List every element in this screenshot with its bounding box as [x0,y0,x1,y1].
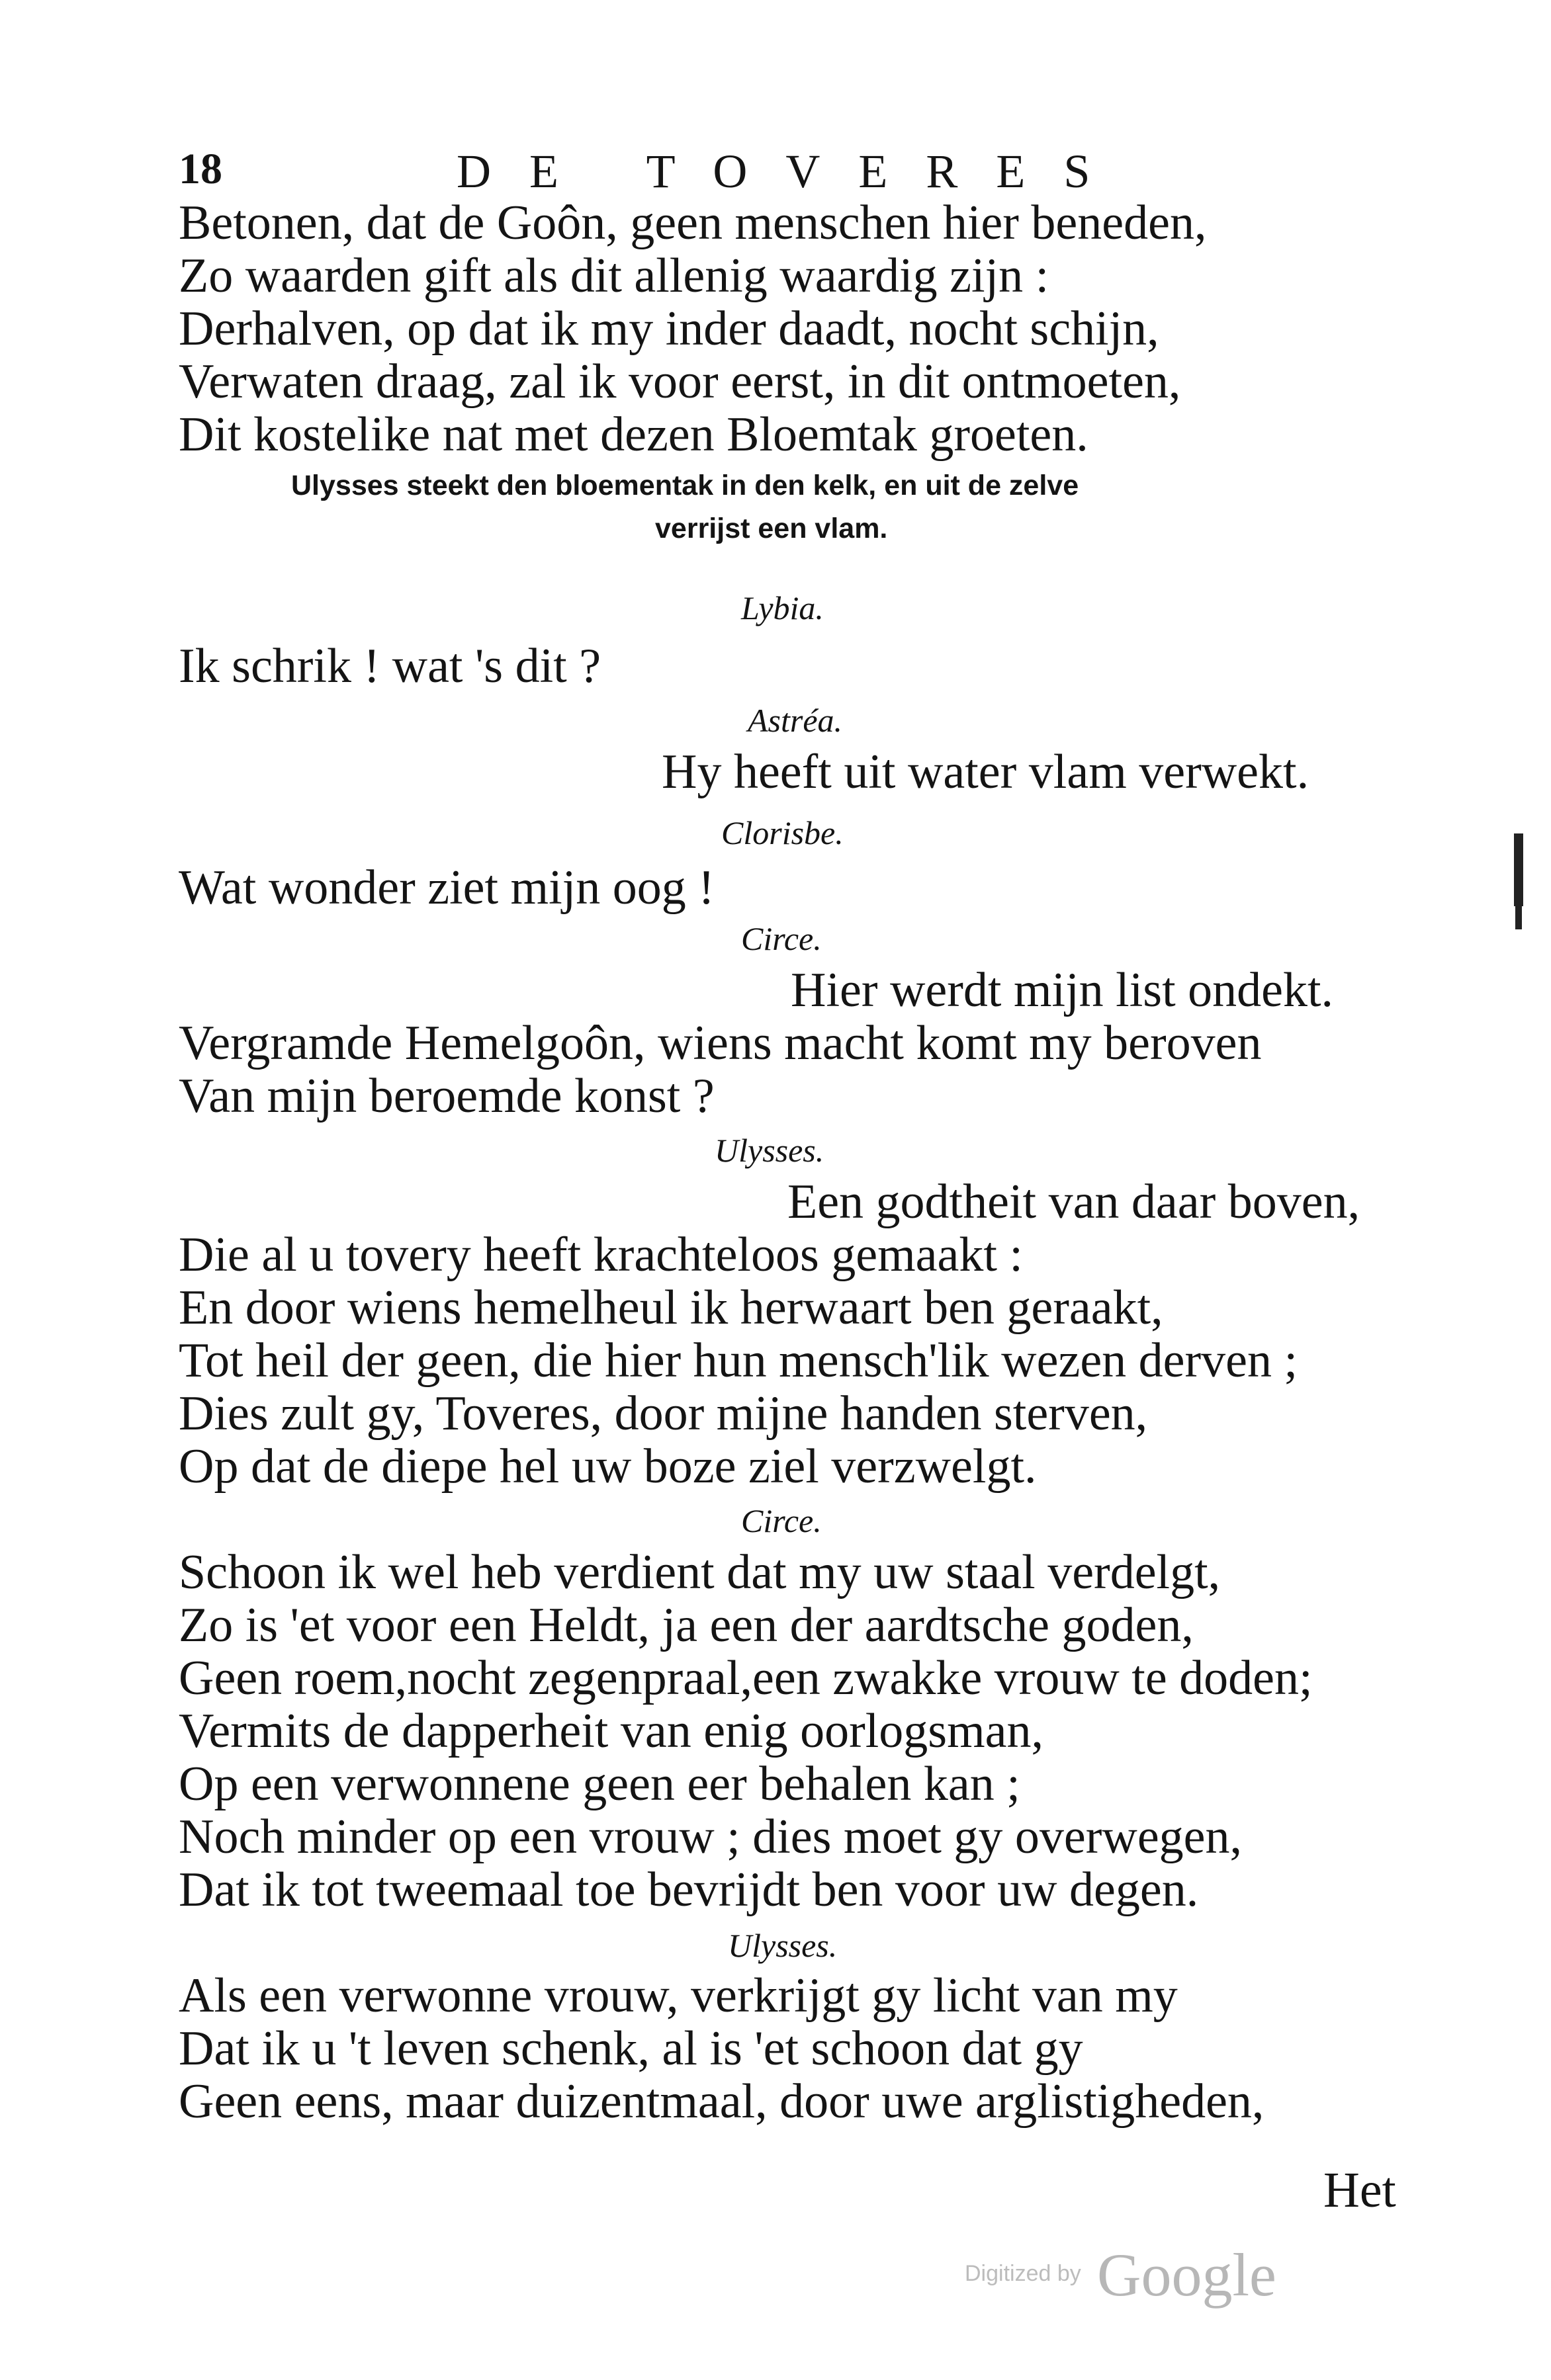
stage-direction: Ulysses steekt den bloementak in den kelk, en uit de zelve [291,470,1079,501]
verse-line: Die al u tovery heeft krachteloos gemaakt : [179,1228,1023,1282]
verse-line: Noch minder op een vrouw ; dies moet gy overwegen, [179,1810,1243,1864]
verse-line: Vergramde Hemelgoôn, wiens macht komt my beroven [179,1016,1262,1070]
verse-line: Zo waarden gift als dit allenig waardig zijn : [179,249,1049,303]
verse-line: Wat wonder ziet mijn oog ! [179,861,715,915]
watermark-prefix: Digitized by [965,2261,1081,2286]
verse-line: Een godtheit van daar boven, [787,1175,1360,1229]
verse-line: Tot heil der geen, die hier hun mensch'lik wezen derven ; [179,1334,1298,1388]
verse-line: Verwaten draag, zal ik voor eerst, in dit ontmoeten, [179,355,1181,409]
verse-line: Geen eens, maar duizentmaal, door uwe arglistigheden, [179,2074,1264,2129]
verse-line: Op dat de diepe hel uw boze ziel verzwelgt. [179,1439,1037,1494]
speaker-name: Lybia. [741,589,824,626]
verse-line: Zo is 'et voor een Heldt, ja een der aardtsche goden, [179,1598,1194,1652]
verse-line: Hier werdt mijn list ondekt. [791,963,1334,1017]
stage-direction: verrijst een vlam. [655,513,888,544]
verse-line: Geen roem,nocht zegenpraal,een zwakke vrouw te doden; [179,1651,1313,1705]
catchword: Het [1323,2162,1396,2218]
running-header [179,144,1158,204]
verse-line: Derhalven, op dat ik my inder daadt, nocht schijn, [179,302,1159,356]
verse-line: Vermits de dapperheit van enig oorlogsman, [179,1704,1043,1758]
verse-line: Van mijn beroemde konst ? [179,1069,715,1123]
verse-line: En door wiens hemelheul ik herwaart ben geraakt, [179,1281,1163,1335]
speaker-name: Clorisbe. [721,814,844,851]
verse-line: Ik schrik ! wat 's dit ? [179,639,601,693]
speaker-name: Circe. [741,1502,822,1539]
verse-line: Hy heeft uit water vlam verwekt. [662,745,1309,799]
verse-line: Betonen, dat de Goôn, geen menschen hier beneden, [179,196,1207,250]
verse-line: Dit kostelike nat met dezen Bloemtak groeten. [179,407,1088,462]
verse-line: Schoon ik wel heb verdient dat my uw staal verdelgt, [179,1545,1221,1599]
verse-line: Als een verwonne vrouw, verkrijgt gy licht van my [179,1969,1178,2023]
speaker-name: Ulysses. [728,1927,838,1964]
verse-line: Dat ik tot tweemaal toe bevrijdt ben voor uw degen. [179,1863,1199,1917]
speaker-name: Circe. [741,920,822,957]
speaker-name: Ulysses. [715,1132,824,1169]
verse-line: Dies zult gy, Toveres, door mijne handen sterven, [179,1386,1148,1441]
running-title: DE TOVERES [457,145,1129,198]
google-logo: Google [1097,2241,1276,2309]
verse-line: Op een verwonnene geen eer behalen kan ; [179,1757,1020,1811]
speaker-name: Astréa. [748,702,843,739]
binding-mark [1515,890,1522,929]
verse-line: Dat ik u 't leven schenk, al is 'et schoon dat gy [179,2021,1083,2076]
page-number: 18 [179,145,222,193]
